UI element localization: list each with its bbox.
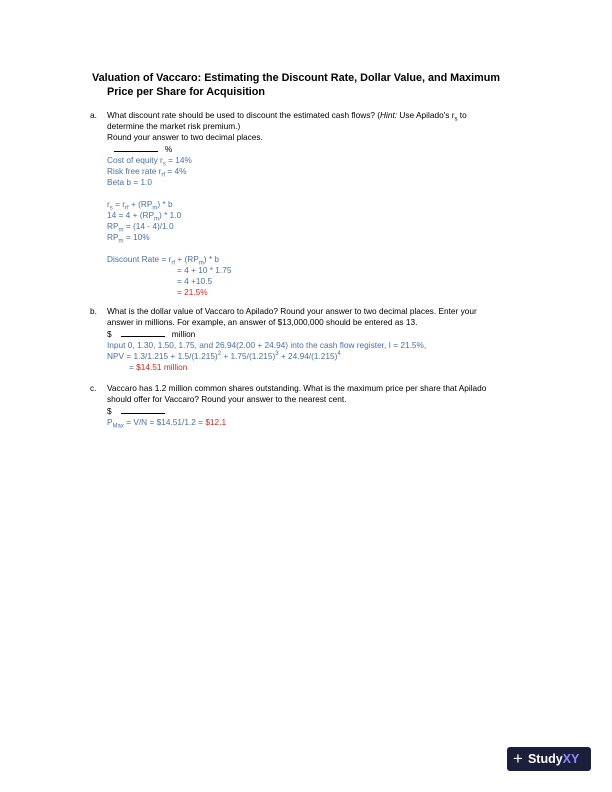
npv-formula: NPV = $1.3/1.215 + 1.5/(1.215)^2 + 1.75/(1.215)^3 + 24.94/(1.215)^4$ xyxy=(107,351,341,361)
cost-of-equity: Cost of equity $r_s = 14\%$ xyxy=(107,155,192,168)
answer-c-blank[interactable] xyxy=(121,405,165,414)
answer-c-field[interactable]: $ xyxy=(107,405,530,417)
title-line-1: Valuation of Vaccaro: Estimating the Discount Rate, Dollar Value, and Maximum xyxy=(92,72,500,84)
studyxy-logo xyxy=(507,747,591,771)
answer-a-blank[interactable] xyxy=(114,143,158,152)
question-a-text-2: determine the market risk premium.) xyxy=(107,121,241,131)
answer-b-field[interactable]: $ million xyxy=(107,329,196,339)
question-a xyxy=(90,110,530,298)
logo-text: StudyXY xyxy=(527,752,580,766)
discount-rate-step-1: = 4 + 10 * 1.75 xyxy=(177,265,232,275)
beta: Beta b = 1.0 xyxy=(107,177,152,187)
npv-result: = $14.51 million xyxy=(129,362,188,372)
question-a-label: a. xyxy=(90,110,97,120)
question-a-text: What discount rate should be used to discount the estimated cash flows? (Hint: Use Apilado's $r_s$ to xyxy=(107,110,467,123)
question-b-text-2: answer in millions. For example, an answer of $13,000,000 should be entered as 13. xyxy=(107,317,418,327)
question-b-text: What is the dollar value of Vaccaro to Apilado? Round your answer to two decimal places. Enter your xyxy=(107,306,477,316)
risk-free-rate: Risk free rate $r_{rf} = 4\%$ xyxy=(107,166,187,179)
rpm-solve: $RP_m = (14 - 4)/1.0$ xyxy=(107,221,174,234)
page-title xyxy=(92,72,552,99)
question-c xyxy=(90,383,530,428)
question-c-label: c. xyxy=(90,383,97,393)
question-a-instruction: Round your answer to two decimal places. xyxy=(107,132,263,142)
question-b xyxy=(90,306,530,373)
question-c-text: Vaccaro has 1.2 million common shares outstanding. What is the maximum price per share that Apilado xyxy=(107,383,487,393)
plus-icon: + xyxy=(513,749,523,768)
discount-rate-formula: Discount Rate = $r_{rf} + (RP_m) * b$ xyxy=(107,254,219,267)
capm-formula: $r_s = r_{rf} + (RP_m) * b$ xyxy=(107,199,173,212)
title-line-2: Price per Share for Acquisition xyxy=(107,85,265,98)
discount-rate-answer: = 21.5% xyxy=(177,287,208,297)
cash-flow-input: Input 0, 1.30, 1.50, 1.75, and 26.94(2.00 + 24.94) into the cash flow register, I = 21.5%, xyxy=(107,340,427,350)
rpm-result: $RP_m = 10\%$ xyxy=(107,232,150,245)
question-b-label: b. xyxy=(90,306,97,316)
discount-rate-step-2: = 4 +10.5 xyxy=(177,276,213,286)
answer-b-blank[interactable] xyxy=(121,328,165,337)
capm-substitution: $14 = 4 + (RP_m) * 1.0$ xyxy=(107,210,182,223)
question-c-text-2: should offer for Vaccaro? Round your answer to the nearest cent. xyxy=(107,394,347,404)
max-price-formula: $P_{Max} = V/N$ = $14.51/1.2 = $12.1 xyxy=(107,417,227,430)
answer-a-field[interactable]: % xyxy=(107,143,530,155)
